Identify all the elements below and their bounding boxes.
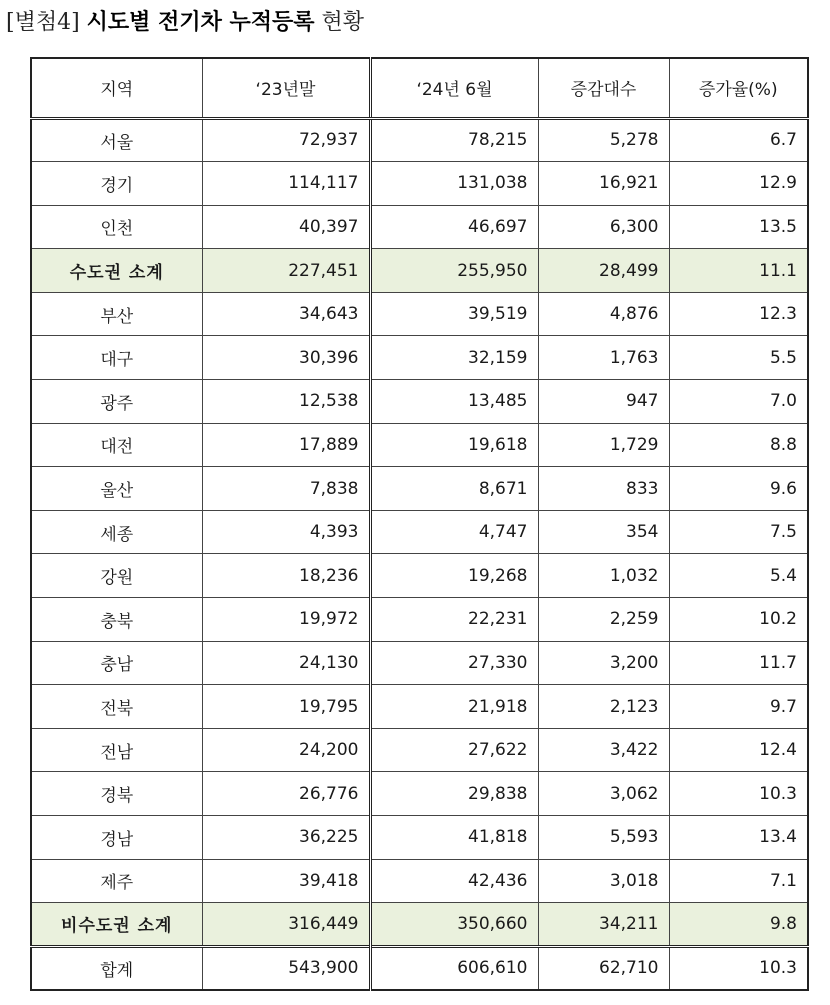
cell-2023-end: 18,236 [202,554,370,598]
cell-change-count: 1,729 [538,423,669,467]
cell-region: 수도권 소계 [31,249,202,293]
cell-change-count: 947 [538,380,669,424]
cell-growth-rate: 12.9 [669,162,808,206]
cell-growth-rate: 7.0 [669,380,808,424]
cell-growth-rate: 13.5 [669,205,808,249]
cell-2024-june: 131,038 [370,162,538,206]
table-row [31,380,808,424]
table-row [31,728,808,772]
cell-2023-end: 34,643 [202,292,370,336]
cell-growth-rate: 5.4 [669,554,808,598]
table-body [31,118,808,990]
cell-2024-june: 19,268 [370,554,538,598]
cell-change-count: 1,032 [538,554,669,598]
cell-2023-end: 114,117 [202,162,370,206]
cell-2024-june: 46,697 [370,205,538,249]
cell-2024-june: 39,519 [370,292,538,336]
table-header-row [31,58,808,118]
cell-2023-end: 40,397 [202,205,370,249]
cell-growth-rate: 11.7 [669,641,808,685]
cell-2024-june: 606,610 [370,946,538,990]
cell-change-count: 3,062 [538,772,669,816]
table-row [31,292,808,336]
table-row [31,162,808,206]
cell-2023-end: 543,900 [202,946,370,990]
cell-2024-june: 29,838 [370,772,538,816]
cell-region: 광주 [31,380,202,424]
cell-2024-june: 13,485 [370,380,538,424]
cell-change-count: 2,123 [538,685,669,729]
table-row [31,205,808,249]
cell-2024-june: 32,159 [370,336,538,380]
cell-2024-june: 19,618 [370,423,538,467]
cell-change-count: 2,259 [538,598,669,642]
cell-2023-end: 36,225 [202,816,370,860]
cell-region: 세종 [31,510,202,554]
table-row [31,554,808,598]
ev-registration-table [30,57,809,991]
table-row [31,685,808,729]
cell-2023-end: 7,838 [202,467,370,511]
cell-growth-rate: 9.7 [669,685,808,729]
cell-2023-end: 17,889 [202,423,370,467]
cell-region: 경기 [31,162,202,206]
cell-change-count: 3,200 [538,641,669,685]
cell-growth-rate: 9.8 [669,903,808,947]
table-row [31,423,808,467]
cell-2023-end: 24,200 [202,728,370,772]
cell-2024-june: 27,622 [370,728,538,772]
cell-2024-june: 21,918 [370,685,538,729]
cell-region: 전북 [31,685,202,729]
cell-region: 충남 [31,641,202,685]
cell-2024-june: 22,231 [370,598,538,642]
table-row [31,336,808,380]
cell-change-count: 354 [538,510,669,554]
table-row [31,859,808,903]
subtotal-row [31,249,808,293]
cell-2024-june: 42,436 [370,859,538,903]
table-row [31,510,808,554]
cell-growth-rate: 11.1 [669,249,808,293]
cell-region: 울산 [31,467,202,511]
cell-region: 전남 [31,728,202,772]
header-region: 지역 [31,58,202,118]
cell-growth-rate: 12.4 [669,728,808,772]
cell-2023-end: 4,393 [202,510,370,554]
cell-change-count: 4,876 [538,292,669,336]
cell-growth-rate: 7.5 [669,510,808,554]
cell-growth-rate: 9.6 [669,467,808,511]
cell-change-count: 5,593 [538,816,669,860]
cell-2023-end: 39,418 [202,859,370,903]
cell-region: 강원 [31,554,202,598]
subtotal-row [31,903,808,947]
cell-2023-end: 24,130 [202,641,370,685]
cell-change-count: 833 [538,467,669,511]
cell-growth-rate: 8.8 [669,423,808,467]
cell-region: 비수도권 소계 [31,903,202,947]
cell-2024-june: 350,660 [370,903,538,947]
cell-2024-june: 27,330 [370,641,538,685]
table-row [31,641,808,685]
cell-region: 충북 [31,598,202,642]
document-title [6,6,364,40]
cell-2023-end: 19,972 [202,598,370,642]
cell-change-count: 62,710 [538,946,669,990]
cell-2024-june: 8,671 [370,467,538,511]
cell-growth-rate: 10.2 [669,598,808,642]
header-2023-end: ‘23년말 [202,58,370,118]
table-row [31,816,808,860]
cell-change-count: 5,278 [538,118,669,162]
cell-change-count: 28,499 [538,249,669,293]
cell-change-count: 34,211 [538,903,669,947]
cell-change-count: 16,921 [538,162,669,206]
header-growth-rate: 증가율(%) [669,58,808,118]
cell-region: 합계 [31,946,202,990]
title-suffix: 현황 [321,10,365,35]
cell-change-count: 6,300 [538,205,669,249]
title-prefix: [별첨4] [6,10,80,35]
cell-growth-rate: 5.5 [669,336,808,380]
cell-change-count: 1,763 [538,336,669,380]
cell-2023-end: 30,396 [202,336,370,380]
cell-growth-rate: 6.7 [669,118,808,162]
cell-2024-june: 255,950 [370,249,538,293]
header-2024-june: ‘24년 6월 [370,58,538,118]
cell-region: 인천 [31,205,202,249]
cell-2023-end: 12,538 [202,380,370,424]
cell-region: 대구 [31,336,202,380]
cell-2023-end: 26,776 [202,772,370,816]
table-row [31,118,808,162]
cell-growth-rate: 10.3 [669,946,808,990]
cell-region: 경북 [31,772,202,816]
cell-growth-rate: 12.3 [669,292,808,336]
cell-change-count: 3,018 [538,859,669,903]
header-change-count: 증감대수 [538,58,669,118]
cell-region: 제주 [31,859,202,903]
cell-2023-end: 316,449 [202,903,370,947]
cell-growth-rate: 13.4 [669,816,808,860]
table-row [31,772,808,816]
cell-2023-end: 227,451 [202,249,370,293]
table-row [31,467,808,511]
cell-region: 경남 [31,816,202,860]
cell-2023-end: 72,937 [202,118,370,162]
cell-2024-june: 78,215 [370,118,538,162]
cell-growth-rate: 7.1 [669,859,808,903]
cell-2024-june: 41,818 [370,816,538,860]
title-main: 시도별 전기차 누적등록 [86,10,315,35]
total-row [31,946,808,990]
cell-region: 대전 [31,423,202,467]
table-row [31,598,808,642]
cell-change-count: 3,422 [538,728,669,772]
cell-2023-end: 19,795 [202,685,370,729]
cell-2024-june: 4,747 [370,510,538,554]
cell-region: 부산 [31,292,202,336]
cell-region: 서울 [31,118,202,162]
cell-growth-rate: 10.3 [669,772,808,816]
